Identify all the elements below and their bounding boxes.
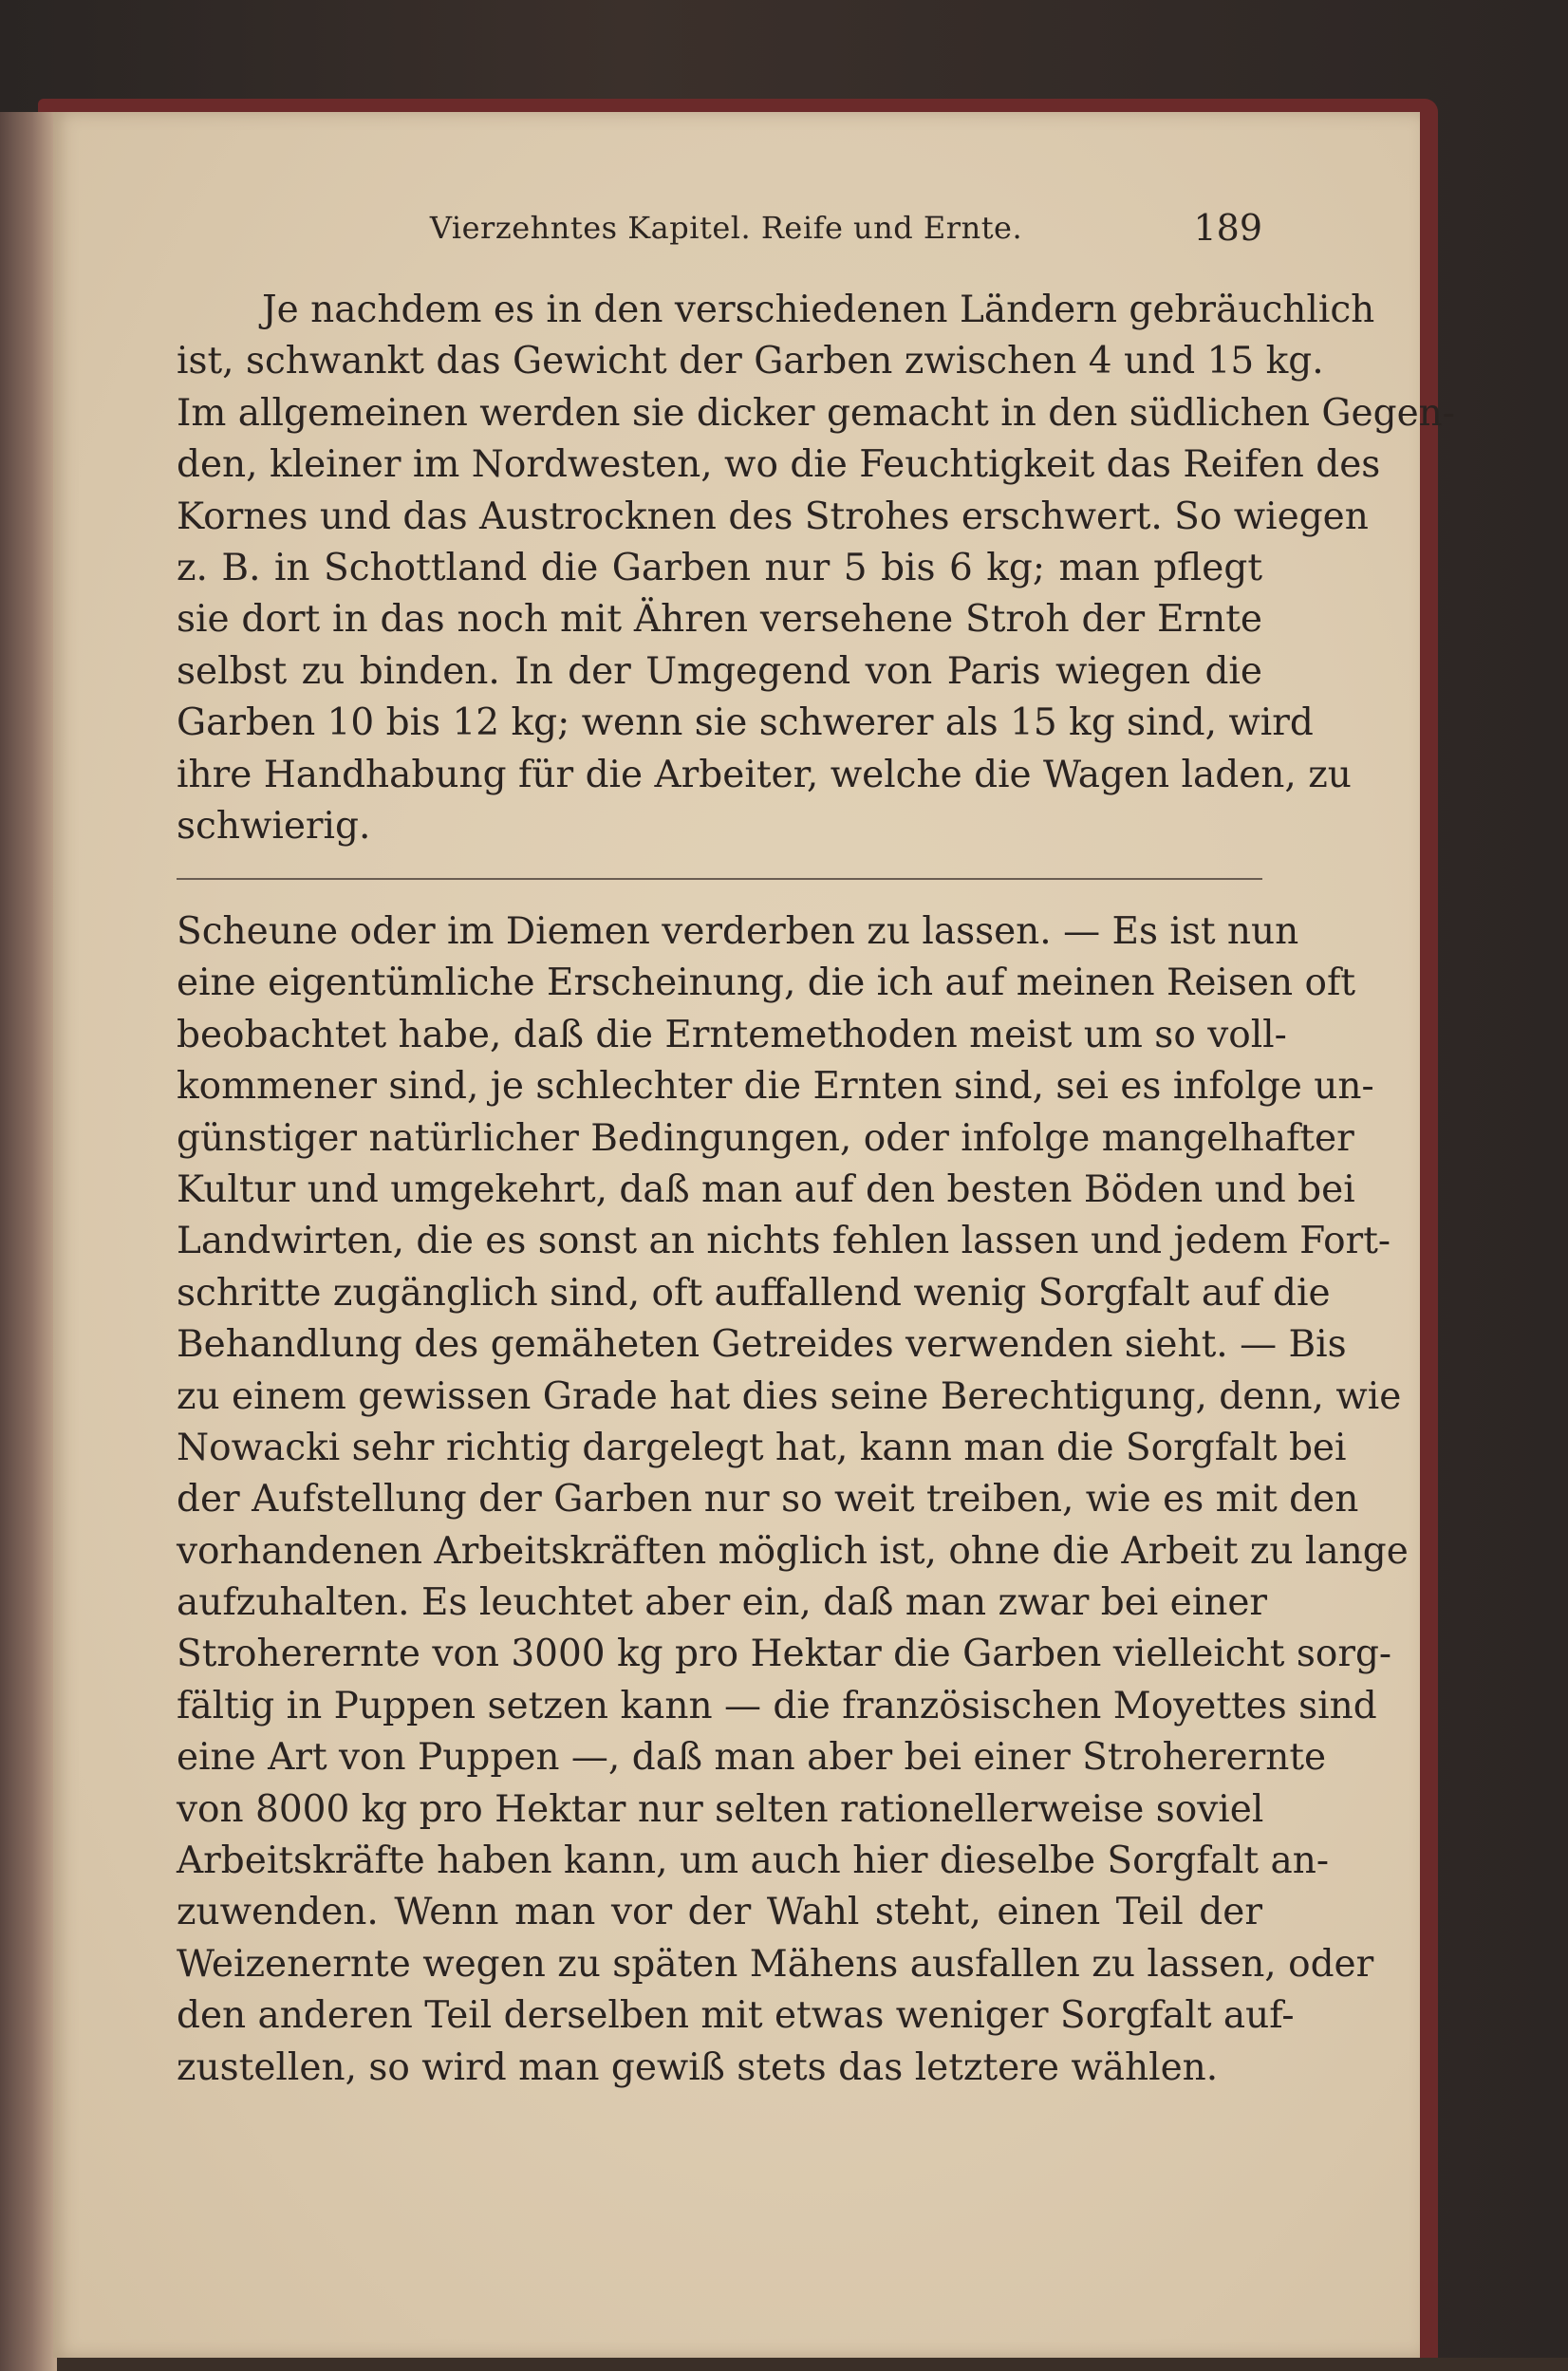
text-line: zu einem gewissen Grade hat dies seine Berechtigung, denn, wie — [177, 1374, 1402, 1418]
text-line: den anderen Teil derselben mit etwas weniger Sorgfalt auf- — [177, 1994, 1295, 2038]
text-line: ihre Handhabung für die Arbeiter, welche die Wagen laden, zu — [177, 753, 1352, 796]
text-line: z. B. in Schottland die Garben nur 5 bis 6 kg; man pflegt — [177, 546, 1262, 589]
text-line: Stroherernte von 3000 kg pro Hektar die Garben vielleicht sorg- — [177, 1633, 1392, 1676]
text-line: ist, schwankt das Gewicht der Garben zwischen 4 und 15 kg. — [177, 340, 1324, 383]
text-line: Scheune oder im Diemen verderben zu lassen. — Es ist nun — [177, 910, 1299, 953]
paragraph-1 — [177, 285, 1455, 852]
text-line: Landwirten, die es sonst an nichts fehlen lassen und jedem Fort- — [177, 1220, 1391, 1263]
text-line: Behandlung des gemäheten Getreides verwenden sieht. — Bis — [177, 1323, 1347, 1367]
text-line: Im allgemeinen werden sie dicker gemacht in den südlichen Gegen- — [177, 391, 1455, 435]
text-line: eine Art von Puppen —, daß man aber bei einer Stroherernte — [177, 1736, 1327, 1780]
text-line: fältig in Puppen setzen kann — die französischen Moyettes sind — [177, 1684, 1377, 1727]
text-line: Kultur und umgekehrt, daß man auf den besten Böden und bei — [177, 1167, 1355, 1211]
running-title: Vierzehntes Kapitel. Reife und Ernte. — [429, 210, 1023, 246]
text-line: zuwenden. Wenn man vor der Wahl steht, einen Teil der — [177, 1891, 1262, 1934]
text-line: Kornes und das Austrocknen des Strohes erschwert. So wiegen — [177, 495, 1369, 538]
text-line: günstiger natürlicher Bedingungen, oder infolge mangelhafter — [177, 1116, 1354, 1160]
text-line: Garben 10 bis 12 kg; wenn sie schwerer als 15 kg sind, wird — [177, 701, 1314, 745]
text-line: der Aufstellung der Garben nur so weit treiben, wie es mit den — [177, 1478, 1359, 1522]
text-line: eine eigentümliche Erscheinung, die ich auf meinen Reisen oft — [177, 961, 1356, 1005]
page-number: 189 — [1193, 207, 1262, 249]
left-page-edge — [0, 112, 57, 2371]
text-line: aufzuhalten. Es leuchtet aber ein, daß man zwar bei einer — [177, 1581, 1268, 1625]
text-line: kommener sind, je schlechter die Ernten sind, sei es infolge un- — [177, 1065, 1374, 1109]
text-line: von 8000 kg pro Hektar nur selten rationellerweise soviel — [177, 1787, 1264, 1831]
text-line: schwierig. — [177, 804, 371, 848]
text-line: sie dort in das noch mit Ähren versehene Stroh der Ernte — [177, 598, 1262, 642]
section-divider — [177, 878, 1262, 880]
running-head — [190, 204, 1262, 252]
text-line: beobachtet habe, daß die Erntemethoden meist um so voll- — [177, 1013, 1287, 1056]
text-line: Arbeitskräfte haben kann, um auch hier dieselbe Sorgfalt an- — [177, 1839, 1330, 1883]
text-line: Nowacki sehr richtig dargelegt hat, kann man die Sorgfalt bei — [177, 1426, 1347, 1469]
text-line: Je nachdem es in den verschiedenen Ländern gebräuchlich — [262, 289, 1375, 331]
text-line: selbst zu binden. In der Umgegend von Paris wiegen die — [177, 649, 1262, 693]
text-line: den, kleiner im Nordwesten, wo die Feuchtigkeit das Reifen des — [177, 443, 1381, 487]
text-line: vorhandenen Arbeitskräften möglich ist, ohne die Arbeit zu lange — [177, 1529, 1409, 1573]
text-line: Weizenernte wegen zu späten Mähens ausfallen zu lassen, oder — [177, 1942, 1374, 1986]
paragraph-2 — [177, 906, 1409, 2094]
text-line: schritte zugänglich sind, oft auffallend wenig Sorgfalt auf die — [177, 1271, 1331, 1315]
text-line: zustellen, so wird man gewiß stets das letztere wählen. — [177, 2045, 1219, 2089]
